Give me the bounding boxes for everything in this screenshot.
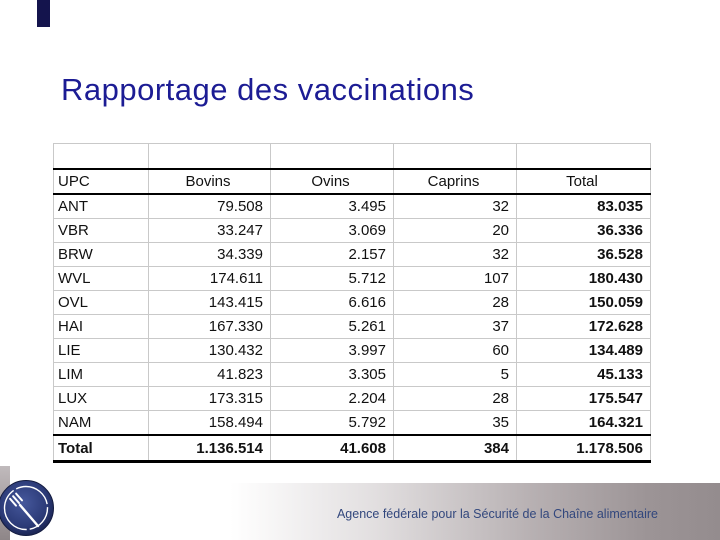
row-value: 172.628 bbox=[517, 315, 651, 339]
row-value: 5.261 bbox=[271, 315, 394, 339]
row-value: 6.616 bbox=[271, 291, 394, 315]
table-row bbox=[54, 243, 651, 267]
row-value: 35 bbox=[394, 411, 517, 436]
empty-cell bbox=[517, 144, 651, 170]
column-header: Total bbox=[517, 169, 651, 194]
row-value: 20 bbox=[394, 219, 517, 243]
row-label: OVL bbox=[54, 291, 149, 315]
row-value: 83.035 bbox=[517, 194, 651, 219]
row-value: 3.997 bbox=[271, 339, 394, 363]
row-label: VBR bbox=[54, 219, 149, 243]
row-value: 36.528 bbox=[517, 243, 651, 267]
table-empty-row bbox=[54, 144, 651, 170]
row-value: 36.336 bbox=[517, 219, 651, 243]
row-label: HAI bbox=[54, 315, 149, 339]
vaccination-table bbox=[53, 143, 651, 463]
table-header-row bbox=[54, 169, 651, 194]
row-label: LIE bbox=[54, 339, 149, 363]
row-value: 2.204 bbox=[271, 387, 394, 411]
empty-cell bbox=[149, 144, 271, 170]
row-value: 28 bbox=[394, 387, 517, 411]
table-total-row bbox=[54, 435, 651, 462]
row-value: 5.712 bbox=[271, 267, 394, 291]
row-value: 180.430 bbox=[517, 267, 651, 291]
row-value: 3.305 bbox=[271, 363, 394, 387]
row-value: 134.489 bbox=[517, 339, 651, 363]
row-value: 143.415 bbox=[149, 291, 271, 315]
row-value: 37 bbox=[394, 315, 517, 339]
row-value: 45.133 bbox=[517, 363, 651, 387]
row-label: BRW bbox=[54, 243, 149, 267]
row-value: 164.321 bbox=[517, 411, 651, 436]
row-label: LIM bbox=[54, 363, 149, 387]
row-value: 107 bbox=[394, 267, 517, 291]
row-value: 41.823 bbox=[149, 363, 271, 387]
row-label: ANT bbox=[54, 194, 149, 219]
top-left-template-marker bbox=[37, 0, 50, 27]
afsca-logo bbox=[0, 479, 55, 537]
table-row bbox=[54, 315, 651, 339]
slide-title: Rapportage des vaccinations bbox=[61, 72, 475, 107]
row-value: 3.069 bbox=[271, 219, 394, 243]
row-value: 5.792 bbox=[271, 411, 394, 436]
row-value: 3.495 bbox=[271, 194, 394, 219]
column-header: Caprins bbox=[394, 169, 517, 194]
table-body bbox=[54, 194, 651, 435]
table-row bbox=[54, 291, 651, 315]
row-value: 34.339 bbox=[149, 243, 271, 267]
column-header: UPC bbox=[54, 169, 149, 194]
row-label: WVL bbox=[54, 267, 149, 291]
row-value: 79.508 bbox=[149, 194, 271, 219]
row-value: 175.547 bbox=[517, 387, 651, 411]
row-value: 150.059 bbox=[517, 291, 651, 315]
row-value: 32 bbox=[394, 194, 517, 219]
table-row bbox=[54, 411, 651, 436]
empty-cell bbox=[394, 144, 517, 170]
row-value: 167.330 bbox=[149, 315, 271, 339]
total-label: Total bbox=[54, 435, 149, 462]
table-row bbox=[54, 267, 651, 291]
row-value: 33.247 bbox=[149, 219, 271, 243]
row-value: 32 bbox=[394, 243, 517, 267]
row-value: 5 bbox=[394, 363, 517, 387]
table-row bbox=[54, 387, 651, 411]
total-value: 1.136.514 bbox=[149, 435, 271, 462]
row-value: 60 bbox=[394, 339, 517, 363]
table-row bbox=[54, 363, 651, 387]
total-value: 1.178.506 bbox=[517, 435, 651, 462]
empty-cell bbox=[54, 144, 149, 170]
row-label: NAM bbox=[54, 411, 149, 436]
vaccination-table-container bbox=[53, 143, 651, 463]
fork-icon bbox=[0, 481, 54, 536]
row-value: 173.315 bbox=[149, 387, 271, 411]
empty-cell bbox=[271, 144, 394, 170]
total-value: 384 bbox=[394, 435, 517, 462]
row-label: LUX bbox=[54, 387, 149, 411]
column-header: Ovins bbox=[271, 169, 394, 194]
column-header: Bovins bbox=[149, 169, 271, 194]
table-row bbox=[54, 194, 651, 219]
row-value: 2.157 bbox=[271, 243, 394, 267]
row-value: 130.432 bbox=[149, 339, 271, 363]
row-value: 28 bbox=[394, 291, 517, 315]
total-value: 41.608 bbox=[271, 435, 394, 462]
table-row bbox=[54, 339, 651, 363]
row-value: 174.611 bbox=[149, 267, 271, 291]
footer-text: Agence fédérale pour la Sécurité de la Chaîne alimentaire bbox=[336, 507, 658, 521]
row-value: 158.494 bbox=[149, 411, 271, 436]
table-row bbox=[54, 219, 651, 243]
